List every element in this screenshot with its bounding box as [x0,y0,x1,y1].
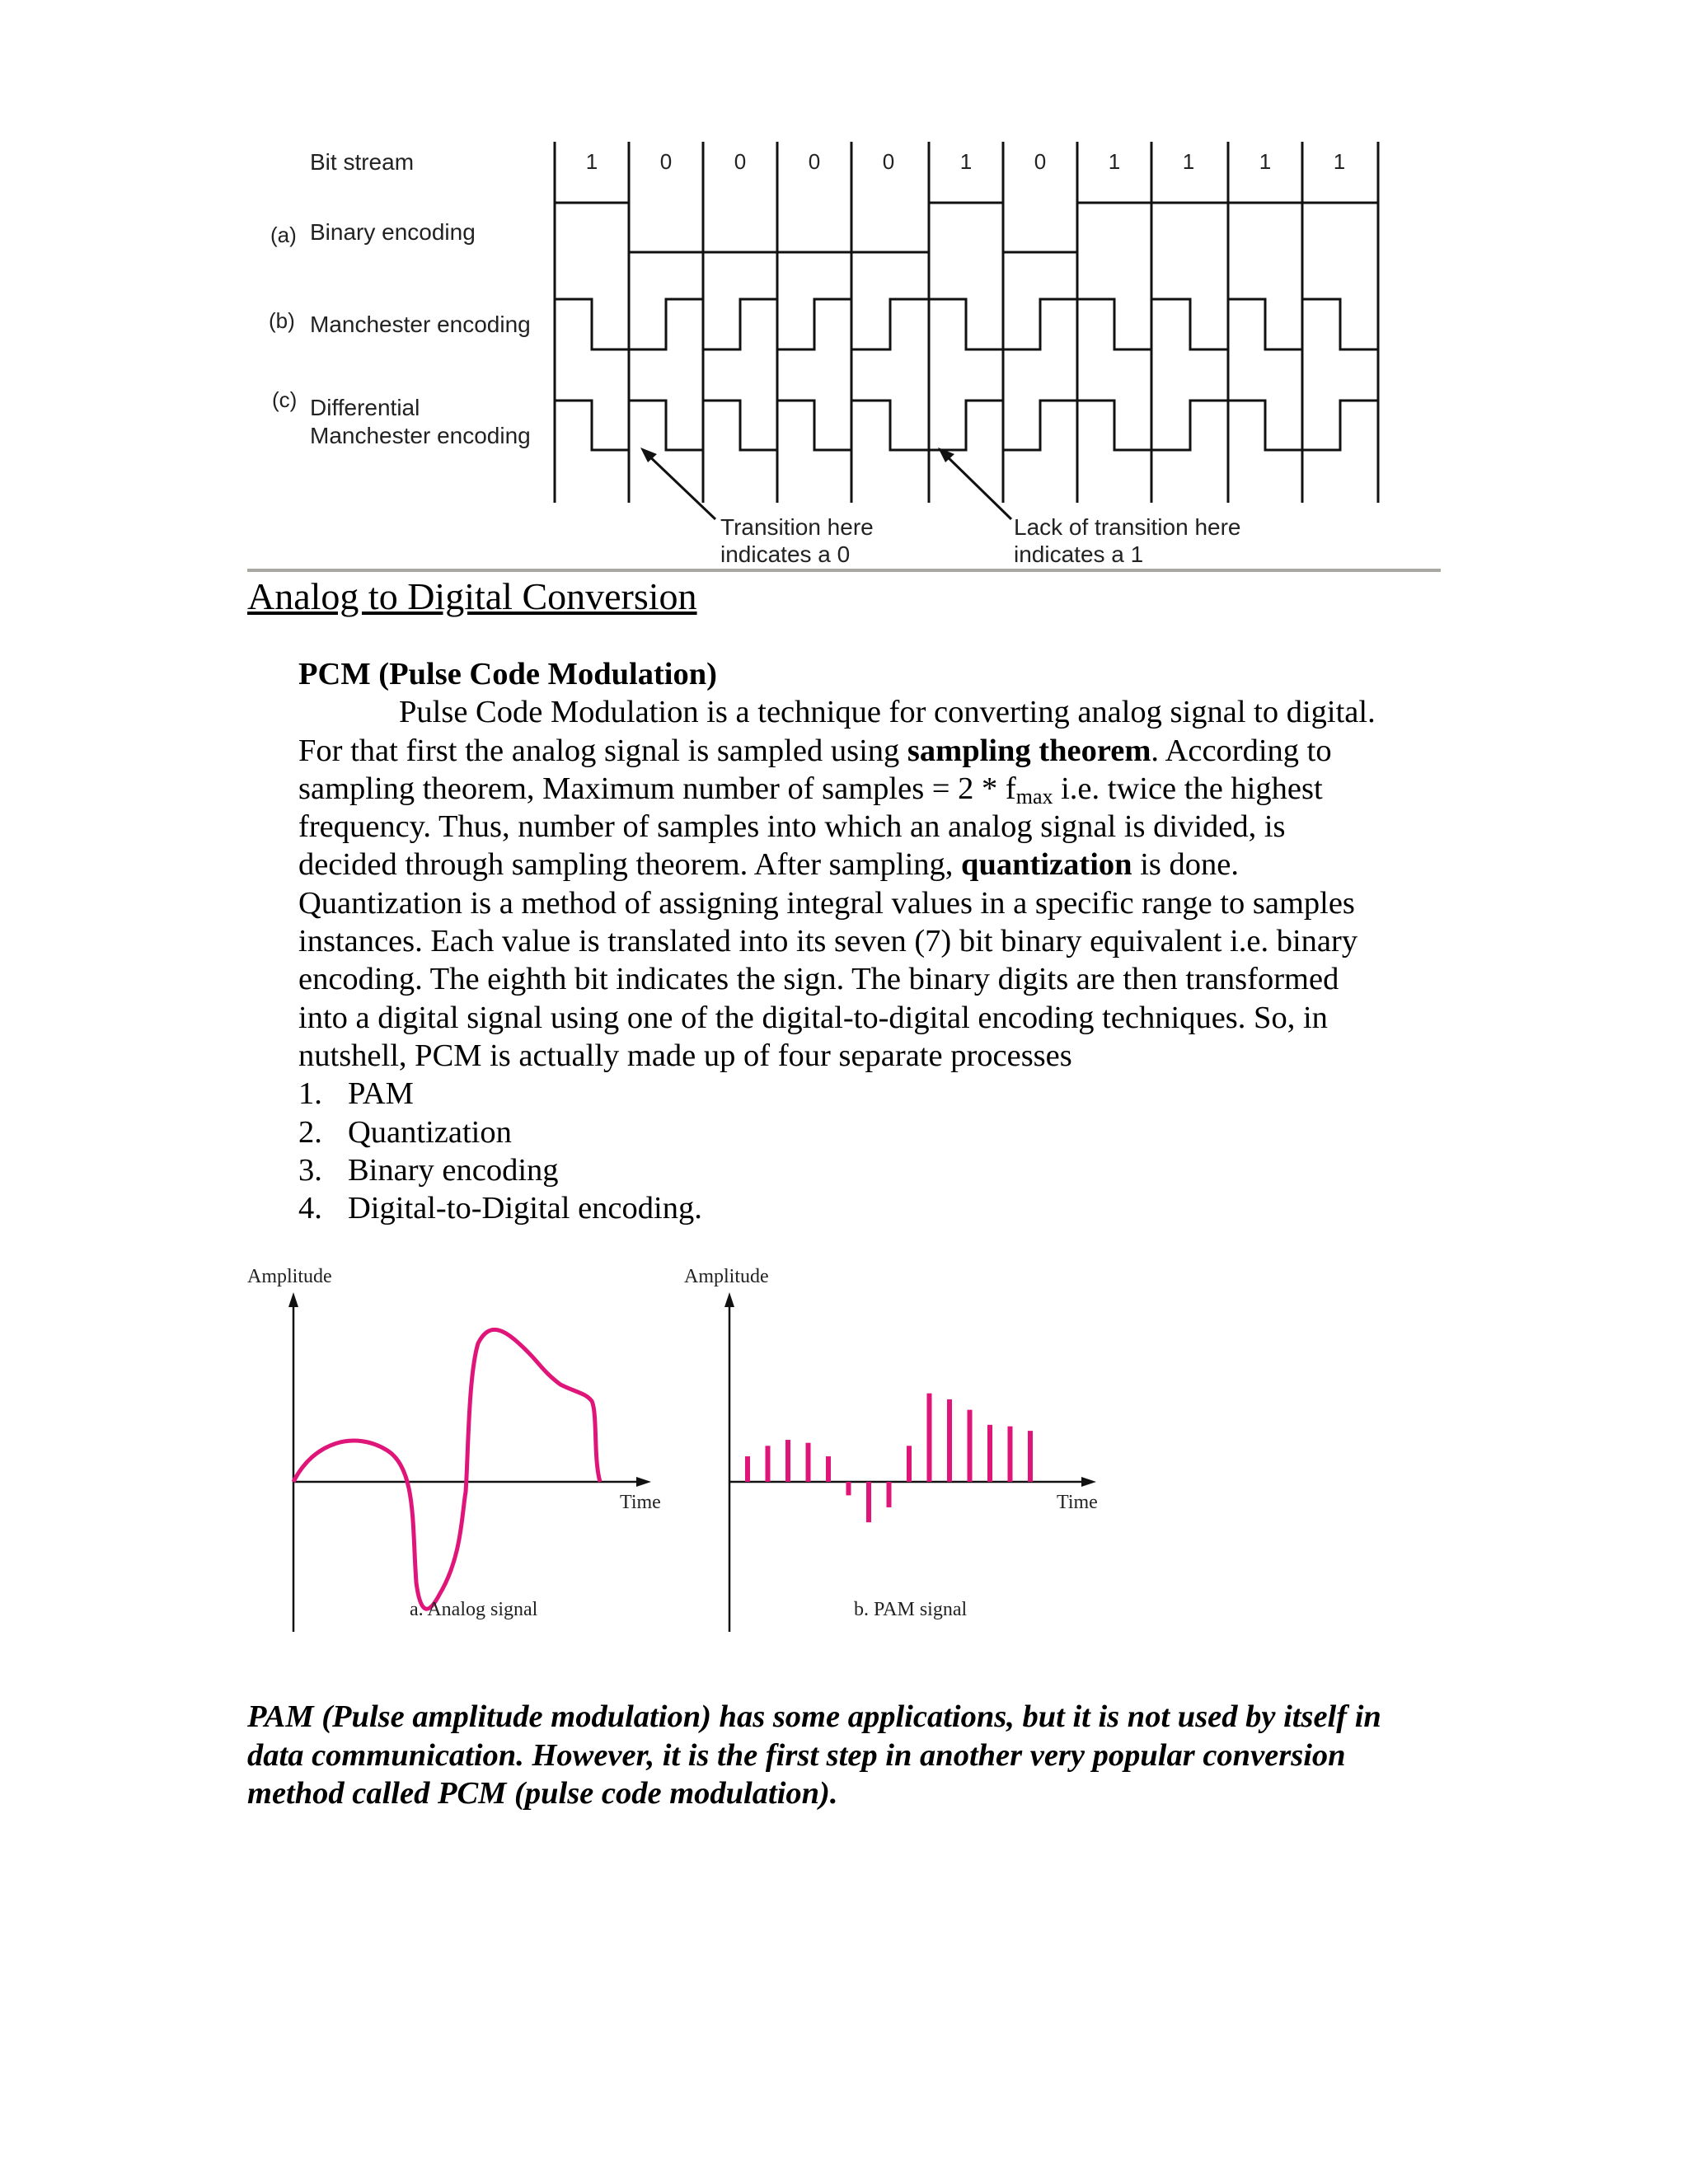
list-text: Binary encoding [348,1152,559,1188]
list-item [298,1113,1452,1151]
pam-bars [745,1394,1033,1523]
analog-pam-graphics [0,1253,1688,1632]
row-label-manchester: Manchester encoding [310,312,531,337]
closing-paragraph [247,1698,1451,1813]
right-y-arrowhead [724,1292,734,1307]
annotation-transition-line1: Transition here [720,514,874,540]
annotation-transition-line2: indicates a 0 [720,541,851,567]
bit-value: 1 [1108,149,1121,174]
text-span: i.e. twice the highest [1053,771,1323,806]
paragraph-line: nutshell, PCM is actually made up of four separate processes [298,1038,1072,1073]
closing-line: data communication. However, it is the first step in another very popular conversion [247,1737,1346,1773]
left-x-arrowhead [636,1477,651,1487]
analog-pam-figure [0,1253,1688,1632]
bit-value: 0 [808,149,821,174]
pam-bar [968,1410,973,1482]
paragraph-line [298,770,1452,808]
list-text: Digital-to-Digital encoding. [348,1191,702,1226]
paragraph-line [298,732,1452,770]
bit-value: 0 [1034,149,1047,174]
encoding-figure [0,0,1688,577]
section-divider [247,569,1441,572]
bold-term-sampling-theorem: sampling theorem [907,733,1151,768]
bit-value: 1 [959,149,973,174]
left-x-axis-label: Time [620,1492,661,1513]
left-y-axis-label: Amplitude [247,1266,332,1287]
analog-signal-curve [293,1329,600,1609]
subscript-max: max [1015,784,1053,808]
binary-encoding-wave [555,203,1378,252]
right-x-arrowhead [1081,1477,1096,1487]
right-y-axis-label: Amplitude [684,1266,769,1287]
paragraph-line: Pulse Code Modulation is a technique for converting analog signal to digital. [399,695,1376,730]
row-letter-b: (b) [269,308,295,333]
annotation-no-transition-line2: indicates a 1 [1014,541,1144,567]
pam-bar [907,1446,912,1482]
row-label-differential-1: Differential [310,395,420,420]
pam-bar [745,1456,750,1482]
right-caption: b. PAM signal [854,1599,968,1620]
section-heading: Analog to Digital Conversion [247,575,697,617]
closing-line: method called PCM (pulse code modulation). [247,1776,838,1811]
bit-value: 1 [1182,149,1195,174]
paragraph-line [298,846,1452,883]
row-letter-c: (c) [272,387,298,412]
pam-bar [846,1482,851,1495]
list-text: Quantization [348,1114,512,1150]
left-caption: a. Analog signal [410,1599,538,1620]
text-span: sampling theorem, Maximum number of samples = 2 * f [298,771,1016,806]
list-number: 2. [298,1114,322,1150]
bold-term-quantization: quantization [961,847,1132,883]
pam-bar [866,1482,871,1522]
text-span: decided through sampling theorem. After sampling, [298,847,962,883]
row-letter-a: (a) [270,223,297,247]
paragraph-line: into a digital signal using one of the digital-to-digital encoding techniques. So, in [298,1000,1328,1035]
pcm-title: PCM (Pulse Code Modulation) [298,657,717,691]
list-number: 1. [298,1076,322,1112]
list-item [298,1075,1452,1113]
manchester-encoding-wave [555,299,1378,349]
right-x-axis-label: Time [1057,1492,1098,1513]
row-label-differential-2: Manchester encoding [310,423,531,448]
pam-bar [1008,1427,1013,1482]
text-span: is done. [1132,847,1239,883]
text-span: For that first the analog signal is sampled using [298,733,907,768]
list-text: PAM [348,1076,414,1112]
arrow-transition [645,452,715,519]
bit-value: 1 [1333,149,1346,174]
pam-bar [806,1443,811,1482]
bit-stream-label: Bit stream [310,149,415,175]
pam-bar [887,1482,892,1507]
arrow-no-transition [942,452,1011,519]
bit-value: 1 [585,149,598,174]
text-span: . According to [1151,733,1332,768]
paragraph-line: encoding. The eighth bit indicates the sign. The binary digits are then transformed [298,962,1339,997]
left-y-arrowhead [288,1292,298,1307]
list-number: 3. [298,1152,322,1188]
pam-bar [927,1394,932,1482]
closing-line: PAM (Pulse amplitude modulation) has some applications, but it is not used by itself in [247,1699,1381,1734]
pam-bar [987,1425,992,1482]
paragraph-line: frequency. Thus, number of samples into which an analog signal is divided, is [298,809,1286,845]
encoding-waveforms [0,0,1688,577]
bit-value: 0 [659,149,673,174]
paragraph-line: Quantization is a method of assigning integral values in a specific range to samples [298,885,1355,921]
bit-value: 0 [882,149,895,174]
row-label-binary: Binary encoding [310,219,476,245]
list-item [298,1151,1452,1189]
paragraph-line: instances. Each value is translated into its seven (7) bit binary equivalent i.e. binary [298,924,1358,959]
pam-bar [826,1456,831,1482]
bit-value: 1 [1259,149,1272,174]
pam-bar [1028,1431,1033,1482]
pcm-section [298,655,1452,1227]
list-item [298,1189,1452,1227]
pam-bar [785,1440,790,1482]
differential-manchester-wave [555,401,1378,450]
annotation-no-transition-line1: Lack of transition here [1014,514,1241,540]
list-number: 4. [298,1191,322,1226]
bit-value: 0 [734,149,747,174]
pam-bar [947,1399,952,1482]
pam-bar [766,1446,771,1482]
process-list [298,1075,1452,1227]
